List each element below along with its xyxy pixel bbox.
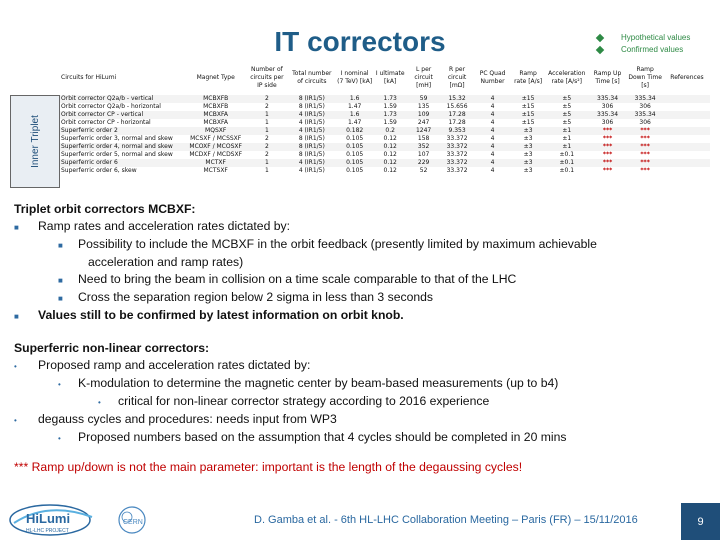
table-cell: 15.32 <box>448 95 466 102</box>
table-cell: Superferric order 6, skew <box>61 167 137 174</box>
inner-triplet-label <box>10 95 60 188</box>
table-cell: *** <box>640 167 650 174</box>
table-cell: 0.2 <box>385 127 395 134</box>
table-cell: 0.12 <box>383 167 397 174</box>
table-cell: 1 <box>264 159 269 166</box>
table-header-row <box>60 60 710 95</box>
diamond-icon <box>596 46 604 54</box>
correctors-table-container <box>10 60 710 186</box>
table-row <box>60 135 710 143</box>
bullet-item <box>14 429 704 447</box>
bullet-continuation: acceleration and ramp rates) <box>88 255 244 269</box>
table-cell: 335.34 <box>597 111 619 118</box>
dot-bullet-icon: • <box>58 380 61 389</box>
table-cell: 8 (IR1/5) <box>298 103 325 110</box>
table-cell: 0.12 <box>383 135 397 142</box>
table-row <box>60 127 710 135</box>
col-header: L per circuit [mH] <box>414 65 433 89</box>
hilumi-logo <box>8 503 98 537</box>
table-cell: 306 <box>639 119 651 126</box>
col-header: Ramp Down Time [s] <box>628 65 662 89</box>
table-cell: 335.34 <box>634 95 656 102</box>
table-cell <box>664 127 710 135</box>
square-bullet-icon: ■ <box>14 312 19 321</box>
slide-footer <box>0 503 720 540</box>
bullet-text: K-modulation to determine the magnetic center by beam-based measurements (up to b4) <box>78 376 559 390</box>
col-header: Ramp rate [A/s] <box>514 69 543 85</box>
bullet-text: Possibility to include the MCBXF in the orbit feedback (presently limited by maximum achievable <box>78 237 597 251</box>
col-header: I ultimate [kA] <box>375 69 405 85</box>
table-cell: 1 <box>264 119 269 126</box>
table-cell: 0.105 <box>346 135 364 142</box>
table-cell: 33.372 <box>446 143 468 150</box>
table-cell: 4 <box>490 95 495 102</box>
slide-title: IT correctors <box>274 26 446 57</box>
table-cell: 306 <box>601 119 614 126</box>
svg-text:HL-LHC PROJECT: HL-LHC PROJECT <box>26 528 69 534</box>
table-cell: 1.59 <box>383 103 397 110</box>
table-cell: 8 (IR1/5) <box>298 95 325 102</box>
table-cell: ±0.1 <box>559 167 575 174</box>
col-header: Magnet Type <box>196 73 235 81</box>
table-cell: 4 <box>490 119 495 126</box>
table-row <box>60 95 710 103</box>
table-cell: 2 <box>264 151 269 158</box>
table-cell: 8 (IR1/5) <box>298 135 325 142</box>
table-row <box>60 143 710 151</box>
table-cell: Superferric order 5, normal and skew <box>61 151 173 158</box>
bullet-item <box>14 271 704 289</box>
table-cell: Orbit corrector CP - horizontal <box>61 119 151 126</box>
col-header: Circuits for HiLumi <box>61 73 117 81</box>
table-cell: ±0.1 <box>559 151 575 158</box>
table-cell <box>664 95 710 103</box>
table-cell: 2 <box>264 135 269 142</box>
table-cell: 1.59 <box>383 119 397 126</box>
dot-bullet-icon: • <box>14 416 17 425</box>
table-cell: 8 (IR1/5) <box>298 143 325 150</box>
table-cell: 135 <box>417 103 430 110</box>
bullet-item <box>14 289 704 307</box>
bullet-item <box>14 307 704 325</box>
table-cell: 4 (IR1/5) <box>298 127 325 134</box>
table-cell <box>664 111 710 119</box>
table-cell: 52 <box>419 167 428 174</box>
table-cell: *** <box>602 135 613 142</box>
table-cell: 4 <box>490 127 495 134</box>
col-header: PC Quad Number <box>479 69 506 85</box>
table-cell: 2 <box>264 143 269 150</box>
table-cell: 1247 <box>415 127 432 134</box>
table-cell: Superferric order 3, normal and skew <box>61 135 173 142</box>
table-cell: 1.73 <box>383 95 397 102</box>
table-cell: 229 <box>417 159 430 166</box>
table-cell: *** <box>640 159 650 166</box>
dot-bullet-icon: • <box>14 362 17 371</box>
bullet-item <box>14 236 704 254</box>
table-cell: ±1 <box>562 127 572 134</box>
table-cell: 15.656 <box>446 103 468 110</box>
table-cell: 158 <box>417 135 430 142</box>
table-cell: 1 <box>264 111 269 118</box>
table-cell: MCBXFB <box>203 103 229 110</box>
table-cell: ±1 <box>562 135 572 142</box>
footer-citation: D. Gamba et al. - 6th HL-LHC Collaboration Meeting – Paris (FR) – 15/11/2016 <box>254 514 638 526</box>
section-heading-mcbxf: Triplet orbit correctors MCBXF: <box>14 202 196 216</box>
table-cell: ±5 <box>562 95 572 102</box>
table-cell: 306 <box>601 103 614 110</box>
col-header: References <box>670 73 704 81</box>
bullet-text: critical for non-linear corrector strategy according to 2016 experience <box>118 394 490 408</box>
table-cell: 4 <box>490 103 495 110</box>
diamond-icon <box>596 34 604 42</box>
table-cell <box>664 167 710 175</box>
table-cell <box>664 119 710 127</box>
table-cell: ±5 <box>562 103 572 110</box>
table-cell: ±3 <box>523 143 533 150</box>
table-cell: 4 (IR1/5) <box>298 167 325 174</box>
table-cell: 17.28 <box>448 111 466 118</box>
table-cell: MCBXFB <box>203 95 229 102</box>
table-cell: ±15 <box>521 95 535 102</box>
table-cell: 0.105 <box>346 151 364 158</box>
table-cell: 0.12 <box>383 159 397 166</box>
page-number: 9 <box>681 503 720 540</box>
table-cell: MCSXF / MCSSXF <box>190 135 242 142</box>
table-cell: MCTXF <box>205 159 226 166</box>
square-bullet-icon: ■ <box>58 241 63 250</box>
table-cell: 0.105 <box>346 159 364 166</box>
side-label-text: Inner Triplet <box>29 115 41 168</box>
table-cell: *** <box>602 151 613 158</box>
table-cell: ±0.1 <box>559 159 575 166</box>
bullet-text: Need to bring the beam in collision on a time scale comparable to that of the LHC <box>78 272 517 286</box>
table-row <box>60 167 710 175</box>
table-cell: 306 <box>639 103 651 110</box>
table-cell: 4 <box>490 143 495 150</box>
table-cell: 2 <box>264 95 269 102</box>
table-cell: 4 (IR1/5) <box>298 159 325 166</box>
table-row <box>60 151 710 159</box>
table-cell: 4 <box>490 111 495 118</box>
svg-text:CERN: CERN <box>123 519 143 526</box>
legend <box>597 32 690 56</box>
table-cell: Orbit corrector Q2a/b - vertical <box>61 95 154 102</box>
table-cell: Superferric order 2 <box>61 127 118 134</box>
table-cell: *** <box>602 167 613 174</box>
col-header: Ramp Up Time [s] <box>593 69 622 85</box>
table-cell: Orbit corrector Q2a/b - horizontal <box>61 103 161 110</box>
table-cell: 33.372 <box>446 167 468 174</box>
square-bullet-icon: ■ <box>58 294 63 303</box>
section-heading-superferric: Superferric non-linear correctors: <box>14 341 210 355</box>
table-cell: Superferric order 4, normal and skew <box>61 143 173 150</box>
table-cell: ±3 <box>523 151 533 158</box>
legend-label: Confirmed values <box>621 45 684 54</box>
table-cell: 4 (IR1/5) <box>298 111 325 118</box>
table-cell: 33.372 <box>446 151 468 158</box>
table-cell: 4 <box>490 167 495 174</box>
table-cell: ±5 <box>562 119 572 126</box>
table-cell: Orbit corrector CP - vertical <box>61 111 144 118</box>
col-header: Acceleration rate [A/s²] <box>548 69 586 85</box>
table-cell: MCBXFA <box>203 119 228 126</box>
table-cell: Superferric order 6 <box>61 159 118 166</box>
slide-body <box>14 201 704 476</box>
table-cell: ±1 <box>562 143 572 150</box>
cern-logo <box>114 505 150 535</box>
bullet-item <box>14 393 704 411</box>
table-cell: 8 (IR1/5) <box>298 151 325 158</box>
table-cell <box>664 103 710 111</box>
table-cell: 2 <box>264 103 269 110</box>
table-cell: MCOXF / MCOSXF <box>189 143 242 150</box>
legend-item-confirmed <box>597 44 690 56</box>
table-cell: 352 <box>417 143 430 150</box>
table-cell: 4 <box>490 159 495 166</box>
dot-bullet-icon: • <box>98 398 101 407</box>
table-cell: *** <box>602 159 613 166</box>
table-cell: 4 (IR1/5) <box>298 119 325 126</box>
table-cell: 0.182 <box>346 127 364 134</box>
table-cell: *** <box>602 127 613 134</box>
table-cell: MCBXFA <box>203 111 228 118</box>
table-row <box>60 159 710 167</box>
table-cell: 1.6 <box>349 111 360 118</box>
table-cell: 247 <box>417 119 430 126</box>
table-cell: *** <box>640 143 650 150</box>
table-row <box>60 111 710 119</box>
table-cell <box>664 143 710 151</box>
bullet-text: Proposed numbers based on the assumption that 4 cycles should be completed in 20 mins <box>78 430 567 444</box>
degaussing-note: *** Ramp up/down is not the main parameter: important is the length of the degaussing cycles! <box>14 460 523 474</box>
square-bullet-icon: ■ <box>14 223 19 232</box>
table-cell: 0.12 <box>383 151 397 158</box>
table-cell: *** <box>602 143 613 150</box>
svg-text:HiLumi: HiLumi <box>26 511 71 526</box>
table-cell: MCDXF / MCDSXF <box>189 151 243 158</box>
legend-item-hypothetical <box>597 32 690 44</box>
table-cell: 33.372 <box>446 159 468 166</box>
table-cell <box>664 159 710 167</box>
bullet-text: Cross the separation region below 2 sigma in less than 3 seconds <box>78 290 433 304</box>
table-cell: 9.353 <box>448 127 466 134</box>
table-cell: 1.47 <box>347 119 362 126</box>
table-cell: ±3 <box>523 135 533 142</box>
table-cell: 4 <box>490 135 495 142</box>
bullet-text: degauss cycles and procedures: needs input from WP3 <box>38 412 337 426</box>
legend-label: Hypothetical values <box>621 33 691 42</box>
bullet-item <box>14 411 704 429</box>
table-cell: 33.372 <box>446 135 468 142</box>
table-cell: 109 <box>417 111 430 118</box>
table-cell: 1.73 <box>383 111 397 118</box>
table-cell: 4 <box>490 151 495 158</box>
bullet-item <box>14 218 704 236</box>
table-cell: 0.12 <box>383 143 397 150</box>
dot-bullet-icon: • <box>58 434 61 443</box>
table-cell: *** <box>640 135 650 142</box>
table-cell: 0.105 <box>346 167 364 174</box>
table-cell: 1 <box>264 167 269 174</box>
table-cell: ±15 <box>521 111 535 118</box>
col-header: I nominal (7 TeV) [kA] <box>337 69 373 85</box>
table-row <box>60 119 710 127</box>
bullet-text: Values still to be confirmed by latest information on orbit knob. <box>38 308 404 322</box>
col-header: Total number of circuits <box>292 69 332 85</box>
table-cell: 59 <box>419 95 428 102</box>
table-cell: ±3 <box>523 127 533 134</box>
square-bullet-icon: ■ <box>58 276 63 285</box>
table-cell: 1.6 <box>349 95 360 102</box>
table-cell: 1.47 <box>347 103 362 110</box>
table-cell <box>664 151 710 159</box>
bullet-text: Ramp rates and acceleration rates dictated by: <box>38 219 291 233</box>
bullet-item <box>14 375 704 393</box>
table-cell: MCTSXF <box>203 167 228 174</box>
table-cell: MQSXF <box>205 127 227 134</box>
table-cell: 1 <box>264 127 269 134</box>
bullet-item <box>14 357 704 375</box>
bullet-text: Proposed ramp and acceleration rates dictated by: <box>38 358 311 372</box>
table-cell: ±5 <box>562 111 572 118</box>
col-header: R per circuit [mΩ] <box>447 65 467 89</box>
table-cell: *** <box>640 127 650 134</box>
table-cell: 335.34 <box>634 111 656 118</box>
table-cell <box>664 135 710 143</box>
col-header: Number of circuits per IP side <box>250 65 284 89</box>
table-cell: ±15 <box>521 119 535 126</box>
table-cell: 107 <box>417 151 430 158</box>
table-cell: ±15 <box>521 103 535 110</box>
table-cell: ±3 <box>523 167 533 174</box>
table-cell: 335.34 <box>597 95 619 102</box>
table-cell: *** <box>640 151 650 158</box>
table-row <box>60 103 710 111</box>
table-cell: ±3 <box>523 159 533 166</box>
table-cell: 0.105 <box>346 143 364 150</box>
correctors-table <box>60 60 710 175</box>
table-cell: 17.28 <box>448 119 466 126</box>
